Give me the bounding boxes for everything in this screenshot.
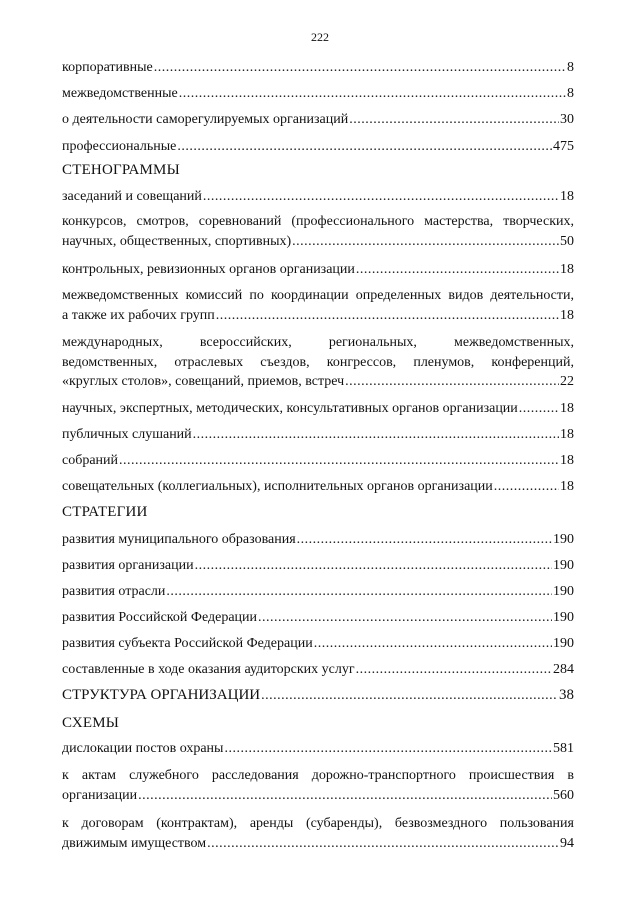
index-entry xyxy=(62,530,574,550)
entry-page: 18 xyxy=(560,307,574,323)
entry-text: публичных слушаний xyxy=(62,427,192,442)
entry-page: 18 xyxy=(560,262,574,277)
index-entry xyxy=(62,766,574,805)
entry-page: 18 xyxy=(560,453,574,468)
leader-dots xyxy=(314,634,552,654)
index-entry xyxy=(62,212,574,251)
index-entry xyxy=(62,110,574,130)
entry-text: составленные в ходе оказания аудиторских услуг xyxy=(62,662,355,677)
index-entry xyxy=(62,634,574,654)
entry-text: контрольных, ревизионных органов организации xyxy=(62,262,355,277)
entry-text: научных, общественных, спортивных) xyxy=(62,233,292,249)
leader-dots xyxy=(195,556,552,576)
entry-text-line: международных, всероссийских, региональных, межведомственных, xyxy=(62,335,574,350)
entry-page: 18 xyxy=(560,401,574,416)
leader-dots xyxy=(292,232,559,252)
leader-dots xyxy=(177,137,552,157)
entry-page: 18 xyxy=(560,479,574,494)
leader-dots xyxy=(345,372,559,392)
leader-dots xyxy=(179,84,566,104)
index-entry xyxy=(62,814,574,853)
leader-dots xyxy=(519,399,559,419)
index-entry xyxy=(62,187,574,207)
entry-text: «круглых столов», совещаний, приемов, встреч xyxy=(62,374,345,389)
index-entry xyxy=(62,333,574,392)
leader-dots xyxy=(138,786,552,806)
entry-text: собраний xyxy=(62,453,119,468)
entry-text: развития Российской Федерации xyxy=(62,610,258,625)
entry-page: 190 xyxy=(553,532,574,547)
entry-text-line: к договорам (контрактам), аренды (субаренды), безвозмездного пользования xyxy=(62,816,574,831)
index-entry xyxy=(62,686,574,706)
index-entry xyxy=(62,137,574,157)
entry-page: 190 xyxy=(553,610,574,625)
entry-text: движимым имуществом xyxy=(62,835,207,851)
entry-text-line: конкурсов, смотров, соревнований (профессионального мастерства, творческих, xyxy=(62,214,574,229)
entry-text: развития муниципального образования xyxy=(62,532,296,547)
entry-page: 560 xyxy=(553,787,574,803)
index-entry xyxy=(62,58,574,78)
leader-dots xyxy=(207,834,559,854)
entry-text: межведомственные xyxy=(62,86,178,101)
entry-text: организации xyxy=(62,787,138,803)
entry-page: 50 xyxy=(560,233,574,249)
entry-page: 190 xyxy=(553,636,574,651)
page-number: 222 xyxy=(311,30,329,44)
entry-page: 22 xyxy=(560,374,574,389)
leader-dots xyxy=(203,187,559,207)
entry-text-line: к актам служебного расследования дорожно-транспортного происшествия в xyxy=(62,768,574,783)
entry-page: 18 xyxy=(560,189,574,204)
entry-page: 190 xyxy=(553,558,574,573)
entry-text: развития отрасли xyxy=(62,584,166,599)
entry-text: заседаний и совещаний xyxy=(62,189,202,204)
entry-text: а также их рабочих групп xyxy=(62,307,215,323)
leader-dots xyxy=(356,260,559,280)
entry-page: 284 xyxy=(553,662,574,677)
leader-dots xyxy=(224,739,552,759)
entry-page: 30 xyxy=(560,112,574,127)
section-heading: СТРАТЕГИИ xyxy=(62,504,148,520)
index-entry xyxy=(62,608,574,628)
leader-dots xyxy=(349,110,559,130)
leader-dots xyxy=(356,660,552,680)
entry-page: 190 xyxy=(553,584,574,599)
index-entry xyxy=(62,84,574,104)
entry-page: 8 xyxy=(567,60,574,75)
leader-dots xyxy=(166,582,552,602)
leader-dots xyxy=(193,425,559,445)
entry-text: корпоративные xyxy=(62,60,153,75)
index-entry xyxy=(62,477,574,497)
leader-dots xyxy=(154,58,566,78)
leader-dots xyxy=(216,306,559,326)
entry-page: 475 xyxy=(553,139,574,154)
section-heading: СТЕНОГРАММЫ xyxy=(62,162,180,178)
leader-dots xyxy=(261,686,558,706)
leader-dots xyxy=(297,530,552,550)
index-entry xyxy=(62,399,574,419)
entry-page: 581 xyxy=(553,741,574,756)
section-heading: СХЕМЫ xyxy=(62,715,120,731)
entry-text: совещательных (коллегиальных), исполнительных органов организации xyxy=(62,479,493,494)
index-entry xyxy=(62,286,574,325)
entry-text: развития субъекта Российской Федерации xyxy=(62,636,313,651)
entry-text: профессиональные xyxy=(62,139,177,154)
leader-dots xyxy=(119,451,559,471)
index-entry xyxy=(62,425,574,445)
entry-text-line: ведомственных, отраслевых съездов, конгрессов, пленумов, конференций, xyxy=(62,354,574,370)
entry-text-line: межведомственных комиссий по координации определенных видов деятельности, xyxy=(62,288,574,303)
entry-text: о деятельности саморегулируемых организаций xyxy=(62,112,349,127)
entry-page: 94 xyxy=(560,835,574,851)
index-entry xyxy=(62,556,574,576)
index-entry xyxy=(62,451,574,471)
entry-text: СТРУКТУРА ОРГАНИЗАЦИИ xyxy=(62,687,261,703)
entry-page: 8 xyxy=(567,86,574,101)
index-entry xyxy=(62,660,574,680)
index-entry xyxy=(62,582,574,602)
entry-text: дислокации постов охраны xyxy=(62,741,224,756)
index-entry xyxy=(62,260,574,280)
leader-dots xyxy=(494,477,559,497)
entry-text: научных, экспертных, методических, консультативных органов организации xyxy=(62,401,518,416)
entry-text: развития организации xyxy=(62,558,194,573)
leader-dots xyxy=(258,608,552,628)
entry-page: 38 xyxy=(559,687,574,703)
entry-page: 18 xyxy=(560,427,574,442)
index-entry xyxy=(62,739,574,759)
